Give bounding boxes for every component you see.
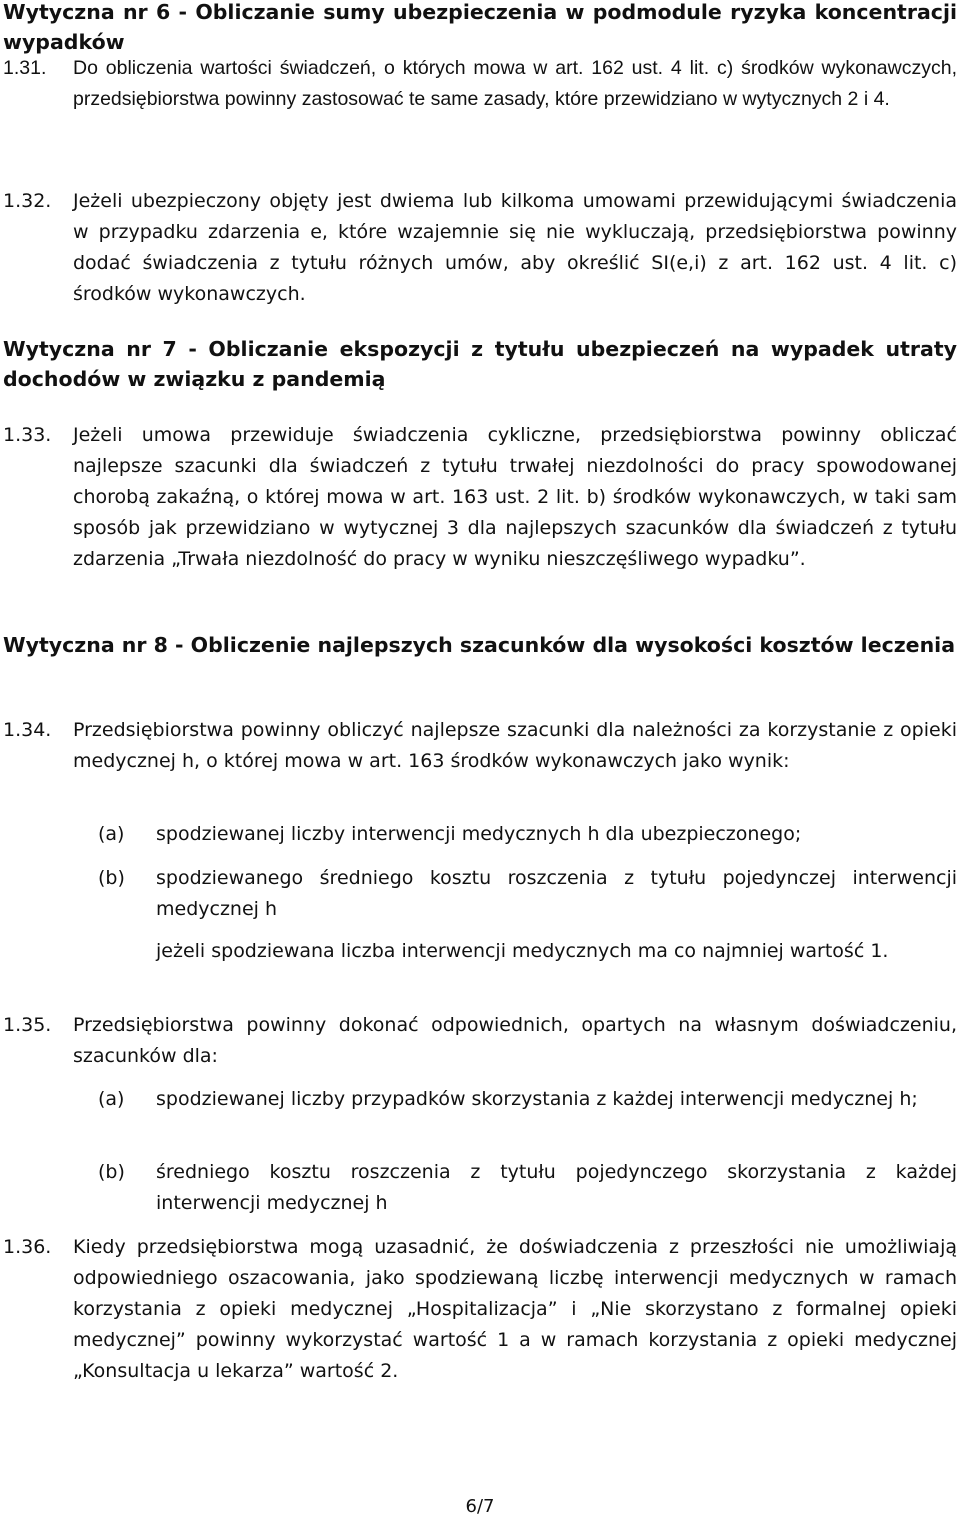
list-item-label: (b) [98,1161,125,1183]
list-item-label: (a) [98,1088,125,1110]
paragraph-number: 1.32. [3,190,52,212]
paragraph-number: 1.35. [3,1014,52,1036]
paragraph-text: Jeżeli umowa przewiduje świadczenia cykliczne, przedsiębiorstwa powinny obliczać najlepsze szacunki dla świadczeń z tytułu trwałej niezdolności do pracy spowodowanej chorobą zakaźną, o której mowa w art. 163 ust. 2 lit. b) środków wykonawczych, w taki sam sposób jak przewidziano w wytycznej 3 dla najlepszych szacunków dla świadczeń z tytułu zdarzenia „Trwała niezdolność do pracy w wyniku nieszczęśliwego wypadku”. [73,424,957,570]
list-item-text: średniego kosztu roszczenia z tytułu pojedynczego skorzystania z każdej interwencji medycznej h [156,1161,957,1214]
paragraph-1-31 [3,53,957,115]
heading-guideline-8: Wytyczna nr 8 - Obliczenie najlepszych szacunków dla wysokości kosztów leczenia [3,633,956,657]
list-item-text: spodziewanego średniego kosztu roszczenia z tytułu pojedynczej interwencji medycznej h [156,867,957,920]
list-item-label: (a) [98,823,125,845]
paragraph-1-32 [3,186,957,310]
heading-guideline-7: Wytyczna nr 7 - Obliczanie ekspozycji z tytułu ubezpieczeń na wypadek utraty dochodów w związku z pandemią [3,337,957,391]
paragraph-number: 1.34. [3,719,52,741]
heading-guideline-6: Wytyczna nr 6 - Obliczanie sumy ubezpieczenia w podmodule ryzyka koncentracji wypadków [3,0,957,54]
list-item-label: (b) [98,867,125,889]
paragraph-text: Do obliczenia wartości świadczeń, o których mowa w art. 162 ust. 4 lit. c) środków wykonawczych, przedsiębiorstwa powinny zastosować te same zasady, które przewidziano w wytycznych 2 i 4. [73,57,957,110]
paragraph-1-33 [3,420,957,575]
paragraph-number: 1.31. [3,57,47,79]
condition-note: jeżeli spodziewana liczba interwencji medycznych ma co najmniej wartość 1. [156,940,889,962]
list-item-1-34-a [98,819,957,850]
list-item-text: spodziewanej liczby interwencji medycznych h dla ubezpieczonego; [156,823,802,845]
paragraph-1-36 [3,1232,957,1387]
list-item-text: spodziewanej liczby przypadków skorzystania z każdej interwencji medycznej h; [156,1088,918,1110]
paragraph-text: Jeżeli ubezpieczony objęty jest dwiema lub kilkoma umowami przewidującymi świadczenia w przypadku zdarzenia e, które wzajemnie się nie wykluczają, przedsiębiorstwa powinny dodać świadczenia z tytułu różnych umów, aby określić SI(e,i) z art. 162 ust. 4 lit. c) środków wykonawczych. [73,190,957,305]
paragraph-text: Przedsiębiorstwa powinny obliczyć najlepsze szacunki dla należności za korzystanie z opieki medycznej h, o której mowa w art. 163 środków wykonawczych jako wynik: [73,719,957,772]
list-item-1-35-b [98,1157,957,1219]
list-item-1-35-a [98,1084,957,1115]
paragraph-number: 1.33. [3,424,52,446]
paragraph-1-35 [3,1010,957,1072]
paragraph-number: 1.36. [3,1236,52,1258]
paragraph-1-34 [3,715,957,777]
paragraph-text: Przedsiębiorstwa powinny dokonać odpowiednich, opartych na własnym doświadczeniu, szacunków dla: [73,1014,957,1067]
list-item-1-34-b [98,863,957,925]
paragraph-text: Kiedy przedsiębiorstwa mogą uzasadnić, że doświadczenia z przeszłości nie umożliwiają odpowiedniego oszacowania, jako spodziewaną liczbę interwencji medycznych w ramach korzystania z opieki medycznej „Hospitalizacja” i „Nie skorzystano z formalnej opieki medycznej” powinny wykorzystać wartość 1 a w ramach korzystania z opieki medycznej „Konsultacja u lekarza” wartość 2. [73,1236,957,1382]
page-number: 6/7 [465,1496,495,1517]
